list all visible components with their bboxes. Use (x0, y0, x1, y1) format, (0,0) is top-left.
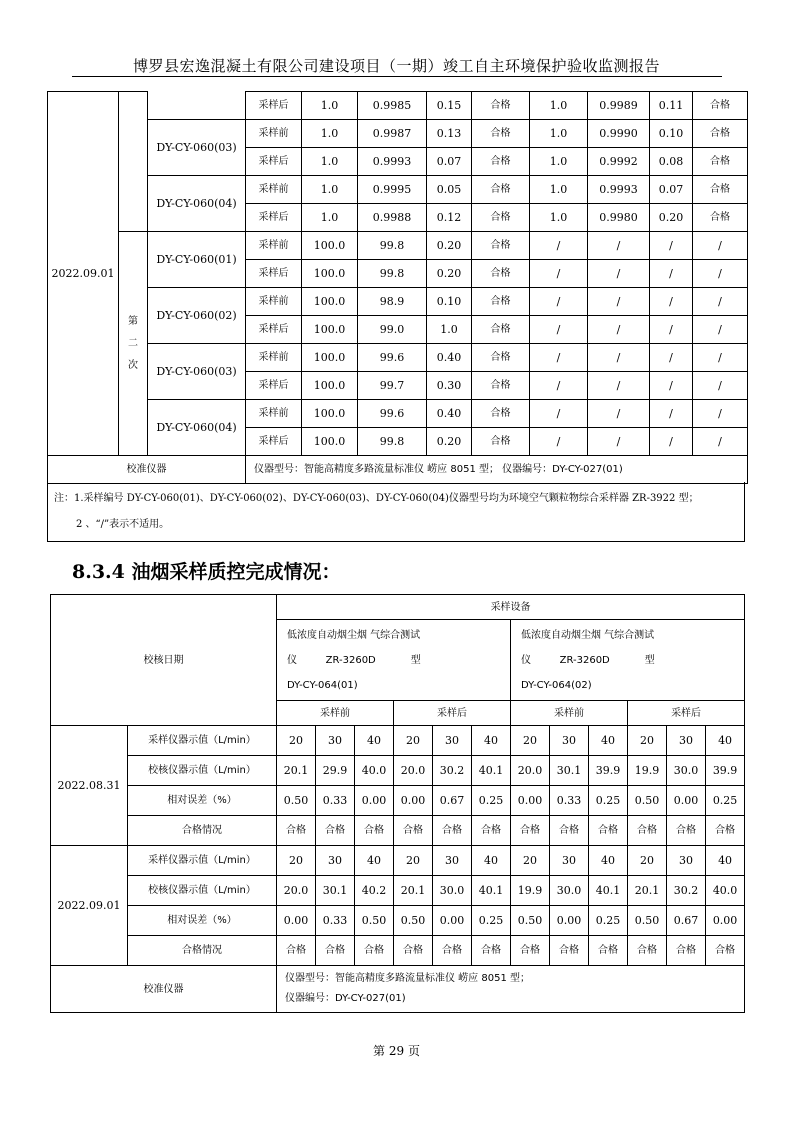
metric-label: 校核仪器示值（L/min） (128, 756, 277, 786)
value-cell: 0.33 (550, 786, 589, 816)
value-cell: 20.1 (394, 876, 433, 906)
value-cell: 20 (277, 726, 316, 756)
value-cell: 40 (472, 726, 511, 756)
value-cell: 0.08 (650, 148, 693, 176)
value-cell: / (588, 316, 650, 344)
device-line: DY-CY-064(02) (521, 679, 592, 691)
value-cell: 1.0 (427, 316, 472, 344)
metric-label: 相对误差（%） (128, 786, 277, 816)
device2-cell (511, 620, 745, 701)
value-cell: 0.9988 (358, 204, 427, 232)
value-cell: 99.8 (358, 260, 427, 288)
value-cell: 合格 (628, 816, 667, 846)
value-cell: 合格 (511, 936, 550, 966)
value-cell: / (588, 288, 650, 316)
value-cell: 30.2 (667, 876, 706, 906)
particle-qc-table (47, 91, 748, 484)
value-cell: 0.9987 (358, 120, 427, 148)
device-line: 仪 ZR-3260D 型 (287, 654, 421, 666)
table-row (51, 906, 745, 936)
table-row (48, 176, 748, 204)
value-cell: 100.0 (302, 288, 358, 316)
value-cell: 合格 (693, 120, 748, 148)
value-cell: 98.9 (358, 288, 427, 316)
round-label-char: 次 (128, 359, 138, 371)
page-header: 博罗县宏逸混凝土有限公司建设项目（一期）竣工自主环境保护验收监测报告 (132, 57, 660, 75)
value-cell: 30.0 (433, 876, 472, 906)
date-header: 校核日期 (51, 595, 277, 726)
sample-id: DY-CY-060(03) (148, 120, 246, 176)
sample-id: DY-CY-060(02) (148, 288, 246, 344)
value-cell: / (588, 344, 650, 372)
calibration-line: 仪器编号：DY-CY-027(01) (285, 993, 406, 1004)
value-cell: / (693, 260, 748, 288)
value-cell: 0.67 (667, 906, 706, 936)
value-cell: 合格 (316, 816, 355, 846)
value-cell: / (530, 260, 588, 288)
value-cell: / (693, 372, 748, 400)
value-cell: 合格 (433, 816, 472, 846)
value-cell: 合格 (693, 148, 748, 176)
section-title: 8.3.4 油烟采样质控完成情况： (72, 561, 341, 583)
table-row (48, 400, 748, 428)
value-cell: 0.9993 (588, 176, 650, 204)
phase-label: 采样后 (246, 148, 302, 176)
value-cell: 1.0 (530, 148, 588, 176)
value-cell: 30 (316, 846, 355, 876)
sampling-date: 2022.09.01 (48, 92, 119, 456)
calibration-line: 仪器型号：智能高精度多路流量标准仪 崂应 8051 型； (285, 973, 530, 984)
device-line: 低浓度自动烟尘烟 气综合测试 (521, 629, 655, 641)
value-cell: 合格 (472, 428, 530, 456)
value-cell: 0.00 (667, 786, 706, 816)
value-cell: 0.00 (433, 906, 472, 936)
value-cell: / (530, 316, 588, 344)
phase-header: 采样后 (628, 701, 745, 726)
value-cell: 合格 (355, 816, 394, 846)
value-cell: / (650, 232, 693, 260)
value-cell: 40 (589, 846, 628, 876)
value-cell: 20.0 (394, 756, 433, 786)
value-cell: 99.8 (358, 232, 427, 260)
value-cell: 合格 (394, 936, 433, 966)
value-cell: 合格 (472, 92, 530, 120)
value-cell: 30 (433, 726, 472, 756)
value-cell: 合格 (472, 344, 530, 372)
value-cell: 0.50 (628, 786, 667, 816)
value-cell: / (650, 260, 693, 288)
value-cell: / (588, 232, 650, 260)
table-row (51, 846, 745, 876)
header-row (51, 595, 745, 620)
value-cell: 1.0 (302, 176, 358, 204)
value-cell: 0.9990 (588, 120, 650, 148)
value-cell: 0.10 (427, 288, 472, 316)
value-cell: 0.40 (427, 400, 472, 428)
value-cell: 0.00 (277, 906, 316, 936)
value-cell: 0.50 (511, 906, 550, 936)
phase-label: 采样后 (246, 260, 302, 288)
value-cell: 40.2 (355, 876, 394, 906)
value-cell: 合格 (472, 204, 530, 232)
table-row (51, 816, 745, 846)
value-cell: 0.10 (650, 120, 693, 148)
value-cell: 合格 (589, 816, 628, 846)
oil-fume-qc-table (50, 594, 745, 1013)
value-cell: 合格 (472, 260, 530, 288)
value-cell: 0.9980 (588, 204, 650, 232)
phase-label: 采样前 (246, 288, 302, 316)
value-cell: 0.9995 (358, 176, 427, 204)
table-row (48, 288, 748, 316)
value-cell: 0.00 (355, 786, 394, 816)
phase-label: 采样后 (246, 316, 302, 344)
value-cell: / (588, 428, 650, 456)
value-cell: 1.0 (530, 92, 588, 120)
calibration-label: 校准仪器 (51, 966, 277, 1013)
value-cell: 0.25 (472, 786, 511, 816)
calibration-row (51, 966, 745, 1013)
calibration-label: 校准仪器 (48, 456, 246, 484)
value-cell: 0.25 (706, 786, 745, 816)
value-cell: 30 (550, 846, 589, 876)
value-cell: 0.33 (316, 906, 355, 936)
value-cell: 合格 (472, 372, 530, 400)
phase-header: 采样前 (511, 701, 628, 726)
phase-label: 采样前 (246, 120, 302, 148)
value-cell: 40.1 (472, 876, 511, 906)
value-cell: 30.1 (550, 756, 589, 786)
table-row (48, 120, 748, 148)
value-cell: / (693, 288, 748, 316)
value-cell: 合格 (355, 936, 394, 966)
value-cell: 40.1 (589, 876, 628, 906)
value-cell: 合格 (667, 816, 706, 846)
value-cell: / (693, 316, 748, 344)
value-cell: 0.07 (427, 148, 472, 176)
value-cell: 合格 (667, 936, 706, 966)
header-rule (72, 76, 722, 77)
value-cell: 合格 (277, 936, 316, 966)
phase-label: 采样前 (246, 176, 302, 204)
value-cell: 29.9 (316, 756, 355, 786)
value-cell: / (650, 288, 693, 316)
value-cell: 0.40 (427, 344, 472, 372)
value-cell: 0.50 (628, 906, 667, 936)
value-cell: / (650, 344, 693, 372)
value-cell: 1.0 (302, 92, 358, 120)
value-cell: 合格 (693, 176, 748, 204)
metric-label: 采样仪器示值（L/min） (128, 726, 277, 756)
value-cell: 20.1 (277, 756, 316, 786)
value-cell: 0.00 (394, 786, 433, 816)
value-cell: 20.0 (277, 876, 316, 906)
value-cell: / (693, 232, 748, 260)
note-line-1: 注：1.采样编号 DY-CY-060(01)、DY-CY-060(02)、DY-CY-060(03)、DY-CY-060(04)仪器型号均为环境空气颗粒物综合采样器 ZR-3922 型； (54, 493, 699, 504)
value-cell: 20.1 (628, 876, 667, 906)
value-cell: / (530, 372, 588, 400)
value-cell: 40.0 (706, 876, 745, 906)
value-cell: 100.0 (302, 400, 358, 428)
calibration-text: 仪器型号：智能高精度多路流量标准仪 崂应 8051 型； 仪器编号：DY-CY-027(01) (246, 456, 748, 484)
value-cell: 40 (472, 846, 511, 876)
value-cell: 合格 (511, 816, 550, 846)
value-cell: 0.20 (427, 260, 472, 288)
metric-label: 合格情况 (128, 816, 277, 846)
value-cell: 20 (511, 846, 550, 876)
value-cell: 合格 (472, 288, 530, 316)
value-cell: 19.9 (628, 756, 667, 786)
phase-header: 采样前 (277, 701, 394, 726)
value-cell: 1.0 (530, 204, 588, 232)
value-cell: 合格 (693, 204, 748, 232)
value-cell: / (650, 316, 693, 344)
value-cell: 合格 (693, 92, 748, 120)
value-cell: 30.0 (667, 756, 706, 786)
value-cell: 0.25 (589, 786, 628, 816)
value-cell: 20 (394, 846, 433, 876)
table-row (48, 92, 748, 120)
device-line: 低浓度自动烟尘烟 气综合测试 (287, 629, 421, 641)
device-line: DY-CY-064(01) (287, 679, 358, 691)
value-cell: 0.05 (427, 176, 472, 204)
value-cell: 30.1 (316, 876, 355, 906)
check-date: 2022.09.01 (51, 846, 128, 966)
sample-id (148, 92, 246, 120)
value-cell: 99.7 (358, 372, 427, 400)
value-cell: 20 (277, 846, 316, 876)
value-cell: / (650, 428, 693, 456)
value-cell: 30 (667, 846, 706, 876)
metric-label: 相对误差（%） (128, 906, 277, 936)
sample-id: DY-CY-060(03) (148, 344, 246, 400)
value-cell: 合格 (433, 936, 472, 966)
calibration-text (277, 966, 745, 1013)
value-cell: / (588, 260, 650, 288)
value-cell: 合格 (472, 176, 530, 204)
table-row (48, 232, 748, 260)
value-cell: 合格 (472, 936, 511, 966)
round-label-first (119, 92, 148, 232)
value-cell: 合格 (472, 232, 530, 260)
value-cell: 99.0 (358, 316, 427, 344)
value-cell: 40 (706, 846, 745, 876)
value-cell: 合格 (277, 816, 316, 846)
value-cell: 0.15 (427, 92, 472, 120)
value-cell: 0.00 (511, 786, 550, 816)
round-label-char: 第 (128, 315, 138, 327)
value-cell: 20 (511, 726, 550, 756)
value-cell: 0.50 (277, 786, 316, 816)
sample-id: DY-CY-060(04) (148, 176, 246, 232)
value-cell: / (650, 372, 693, 400)
page-number: 第 29 页 (373, 1044, 420, 1058)
phase-label: 采样后 (246, 92, 302, 120)
device-line: 仪 ZR-3260D 型 (521, 654, 655, 666)
value-cell: 40 (706, 726, 745, 756)
value-cell: 合格 (589, 936, 628, 966)
value-cell: 0.12 (427, 204, 472, 232)
value-cell: 合格 (472, 120, 530, 148)
value-cell: 合格 (706, 936, 745, 966)
table-row (51, 726, 745, 756)
value-cell: 100.0 (302, 428, 358, 456)
value-cell: 20 (628, 726, 667, 756)
phase-label: 采样后 (246, 428, 302, 456)
value-cell: 40.1 (472, 756, 511, 786)
value-cell: 40 (355, 846, 394, 876)
value-cell: / (530, 344, 588, 372)
value-cell: 合格 (706, 816, 745, 846)
phase-header: 采样后 (394, 701, 511, 726)
value-cell: / (693, 400, 748, 428)
value-cell: 1.0 (302, 148, 358, 176)
value-cell: 40.0 (355, 756, 394, 786)
value-cell: 20.0 (511, 756, 550, 786)
equipment-header: 采样设备 (277, 595, 745, 620)
value-cell: 合格 (472, 816, 511, 846)
value-cell: 30 (316, 726, 355, 756)
table-row (48, 344, 748, 372)
value-cell: 40 (355, 726, 394, 756)
note-line-2: 2 、“/”表示不适用。 (76, 519, 170, 530)
value-cell: 合格 (394, 816, 433, 846)
phase-label: 采样后 (246, 204, 302, 232)
round-label-second (119, 232, 148, 456)
value-cell: 0.50 (394, 906, 433, 936)
value-cell: 30.0 (550, 876, 589, 906)
value-cell: / (530, 288, 588, 316)
round-label-char: 二 (128, 337, 138, 349)
value-cell: 99.6 (358, 400, 427, 428)
phase-label: 采样后 (246, 372, 302, 400)
table-note (47, 482, 745, 542)
value-cell: 100.0 (302, 344, 358, 372)
value-cell: / (530, 428, 588, 456)
value-cell: 30 (550, 726, 589, 756)
value-cell: 100.0 (302, 372, 358, 400)
value-cell: / (693, 344, 748, 372)
metric-label: 校核仪器示值（L/min） (128, 876, 277, 906)
value-cell: 0.67 (433, 786, 472, 816)
value-cell: 合格 (316, 936, 355, 966)
calibration-row (48, 456, 748, 484)
value-cell: 0.20 (650, 204, 693, 232)
value-cell: 20 (394, 726, 433, 756)
value-cell: 30 (433, 846, 472, 876)
value-cell: 1.0 (530, 176, 588, 204)
value-cell: 100.0 (302, 232, 358, 260)
value-cell: 合格 (628, 936, 667, 966)
value-cell: 0.13 (427, 120, 472, 148)
value-cell: 0.9992 (588, 148, 650, 176)
value-cell: 99.8 (358, 428, 427, 456)
table-row (51, 936, 745, 966)
value-cell: 0.9993 (358, 148, 427, 176)
value-cell: 0.11 (650, 92, 693, 120)
value-cell: 合格 (550, 816, 589, 846)
value-cell: 99.6 (358, 344, 427, 372)
value-cell: 合格 (472, 316, 530, 344)
value-cell: 30.2 (433, 756, 472, 786)
value-cell: 20 (628, 846, 667, 876)
device1-cell (277, 620, 511, 701)
value-cell: 0.00 (550, 906, 589, 936)
value-cell: 0.33 (316, 786, 355, 816)
value-cell: / (588, 372, 650, 400)
sample-id: DY-CY-060(04) (148, 400, 246, 456)
table-row (51, 756, 745, 786)
value-cell: 合格 (472, 148, 530, 176)
value-cell: 1.0 (302, 204, 358, 232)
value-cell: 0.9989 (588, 92, 650, 120)
value-cell: 19.9 (511, 876, 550, 906)
value-cell: 合格 (472, 400, 530, 428)
value-cell: 0.50 (355, 906, 394, 936)
value-cell: / (530, 232, 588, 260)
value-cell: 1.0 (530, 120, 588, 148)
value-cell: 合格 (550, 936, 589, 966)
value-cell: 39.9 (589, 756, 628, 786)
value-cell: 0.07 (650, 176, 693, 204)
value-cell: 0.9985 (358, 92, 427, 120)
value-cell: / (650, 400, 693, 428)
sample-id: DY-CY-060(01) (148, 232, 246, 288)
value-cell: 0.00 (706, 906, 745, 936)
value-cell: 100.0 (302, 316, 358, 344)
value-cell: 1.0 (302, 120, 358, 148)
value-cell: 0.20 (427, 428, 472, 456)
phase-label: 采样前 (246, 232, 302, 260)
table-row (51, 876, 745, 906)
value-cell: / (693, 428, 748, 456)
check-date: 2022.08.31 (51, 726, 128, 846)
value-cell: 40 (589, 726, 628, 756)
value-cell: 30 (667, 726, 706, 756)
value-cell: / (588, 400, 650, 428)
phase-label: 采样前 (246, 344, 302, 372)
value-cell: 39.9 (706, 756, 745, 786)
value-cell: 0.30 (427, 372, 472, 400)
value-cell: 100.0 (302, 260, 358, 288)
phase-label: 采样前 (246, 400, 302, 428)
table-row (51, 786, 745, 816)
value-cell: 0.25 (589, 906, 628, 936)
value-cell: 0.20 (427, 232, 472, 260)
metric-label: 合格情况 (128, 936, 277, 966)
metric-label: 采样仪器示值（L/min） (128, 846, 277, 876)
value-cell: / (530, 400, 588, 428)
value-cell: 0.25 (472, 906, 511, 936)
